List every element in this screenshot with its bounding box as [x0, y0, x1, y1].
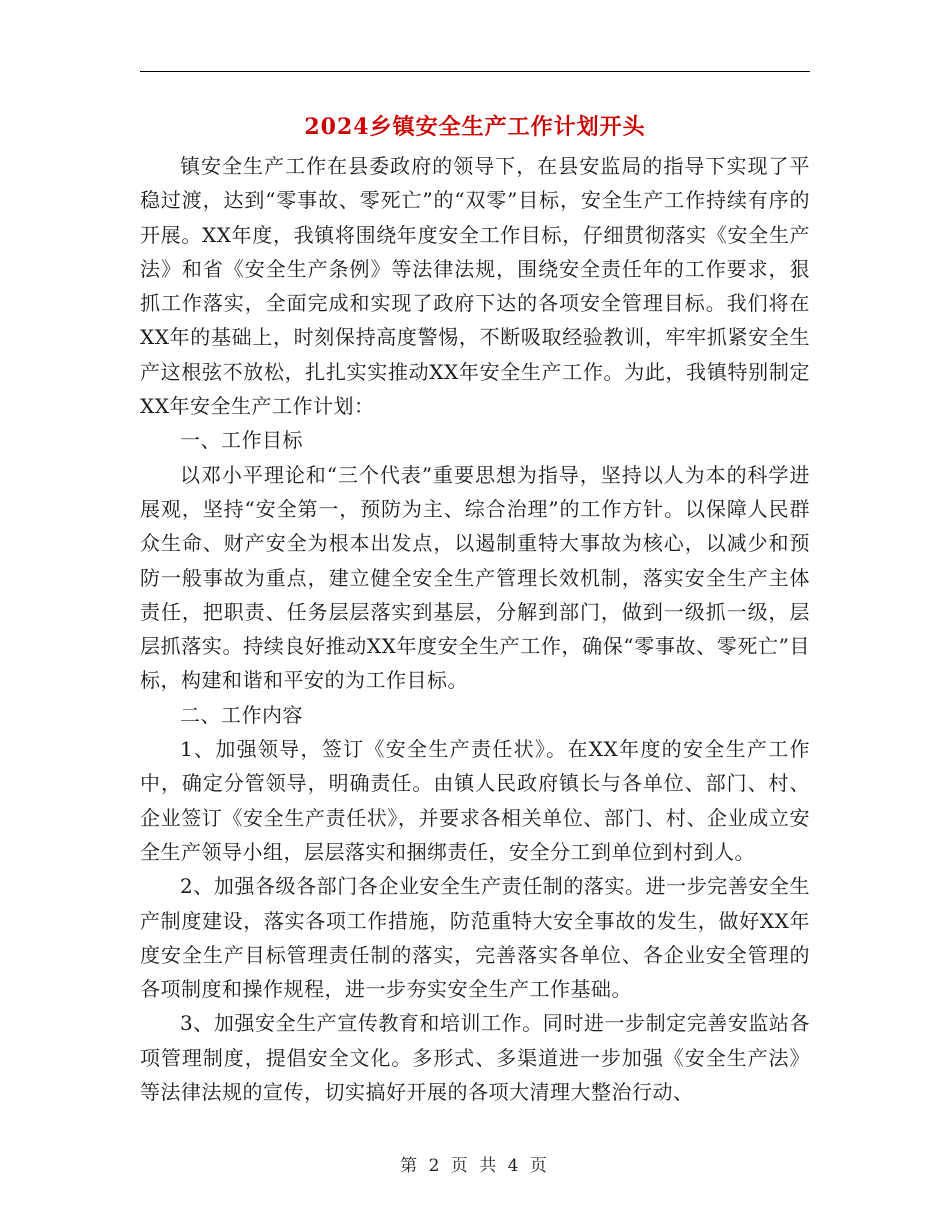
paragraph-item-1: 1、加强领导，签订《安全生产责任状》。在XX年度的安全生产工作中，确定分管领导，明确责任。由镇人民政府镇长与各单位、部门、村、企业签订《安全生产责任状》，并要求各相关单位、部门、村、企业成立安全生产领导小组，层层落实和捆绑责任，安全分工到单位到村到人。 — [140, 737, 810, 864]
paragraph-work-goals: 以邓小平理论和“三个代表”重要思想为指导，坚持以人为本的科学进展观，坚持“安全第一，预防为主、综合治理”的工作方针。以保障人民群众生命、财产安全为根本出发点，以遏制重特大事故为核心，以减少和预防一般事故为重点，建立健全安全生产管理长效机制，落实安全生产主体责任，把职责、任务层层落实到基层，分解到部门，做到一级抓一级，层层抓落实。持续良好推动XX年度安全生产工作，确保“零事故、零死亡”目标，构建和谐和平安的为工作目标。 — [140, 462, 810, 693]
header-rule — [140, 71, 810, 72]
paragraph-intro: 镇安全生产工作在县委政府的领导下，在县安监局的指导下实现了平稳过渡，达到“零事故、零死亡”的“双零”目标，安全生产工作持续有序的开展。XX年度，我镇将围绕年度安全工作目标，仔细贯彻落实《安全生产法》和省《安全生产条例》等法律法规，围绕安全责任年的工作要求，狠抓工作落实，全面完成和实现了政府下达的各项安全管理目标。我们将在XX年的基础上，时刻保持高度警惕，不断吸取经验教训，牢牢抓紧安全生产这根弦不放松，扎扎实实推动XX年安全生产工作。为此，我镇特别制定XX年安全生产工作计划： — [140, 154, 810, 419]
paragraph-item-3: 3、加强安全生产宣传教育和培训工作。同时进一步制定完善安监站各项管理制度，提倡安全文化。多形式、多渠道进一步加强《安全生产法》等法律法规的宣传，切实搞好开展的各项大清理大整治行动、 — [140, 1011, 810, 1105]
section-heading-work-content: 二、工作内容 — [180, 702, 303, 727]
page-number-footer: 第 2 页 共 4 页 — [400, 1156, 550, 1176]
document-body — [140, 149, 810, 1109]
paragraph-item-2: 2、加强各级各部门各企业安全生产责任制的落实。进一步完善安全生产制度建设，落实各项工作措施，防范重特大安全事故的发生，做好XX年度安全生产目标管理责任制的落实，完善落实各单位、各企业安全管理的各项制度和操作规程，进一步夯实安全生产工作基础。 — [140, 874, 810, 1002]
document-title: 2024乡镇安全生产工作计划开头 — [304, 114, 646, 140]
section-heading-work-goals: 一、工作目标 — [180, 428, 303, 453]
